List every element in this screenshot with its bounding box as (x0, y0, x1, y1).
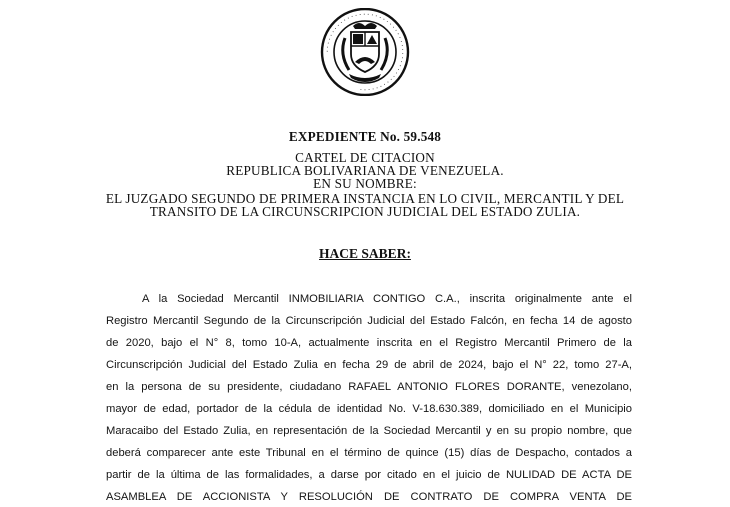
body-line: en la persona de su presidente, ciudadano RAFAEL ANTONIO FLORES DORANTE, venezolano, (106, 381, 632, 393)
en-su-nombre-line: EN SU NOMBRE: (313, 176, 417, 191)
body-line: Circunscripción Judicial del Estado Zulia en fecha 29 de abril de 2024, bajo el N° 22, tomo 27-A, (106, 359, 632, 371)
republica-line: REPUBLICA BOLIVARIANA DE VENEZUELA. (226, 163, 504, 178)
body-line: A la Sociedad Mercantil INMOBILIARIA CONTIGO C.A., inscrita originalmente ante el (142, 293, 632, 305)
body-line: deberá comparecer ante este Tribunal en el término de quince (15) días de Despacho, contados a (106, 447, 632, 459)
body-line: Registro Mercantil Segundo de la Circunscripción Judicial del Estado Falcón, en fecha 14 de agosto (106, 315, 632, 327)
coat-of-arms-seal-icon (319, 8, 411, 96)
body-line: mayor de edad, portador de la cédula de identidad No. V-18.630.389, domiciliado en el Municipio (106, 403, 632, 415)
cartel-title: CARTEL DE CITACION (295, 150, 435, 165)
hace-saber-heading: HACE SABER: (319, 246, 411, 261)
body-line: ASAMBLEA DE ACCIONISTA Y RESOLUCIÓN DE CONTRATO DE COMPRA VENTA DE (106, 491, 632, 503)
expediente-number: EXPEDIENTE No. 59.548 (288, 129, 442, 144)
juzgado-line-2: TRANSITO DE LA CIRCUNSCRIPCION JUDICIAL DEL ESTADO ZULIA. (149, 204, 581, 219)
body-line: de 2020, bajo el N° 8, tomo 10-A, actualmente inscrita en el Registro Mercantil Primero de la (106, 337, 632, 349)
body-line: partir de la última de las formalidades, a darse por citado en el juicio de NULIDAD DE ACTA DE (106, 469, 632, 481)
svg-text:· · · · · · · · · · · · · · ·: · · · · · · · · · · · · · · · · · · · · · · · · · · · · · · · · · · · · · · · · · · · · · (324, 11, 406, 93)
body-line: Maracaibo del Estado Zulia, en representación de la Sociedad Mercantil y en su propio nombre, que (106, 425, 632, 437)
juzgado-line-1: EL JUZGADO SEGUNDO DE PRIMERA INSTANCIA EN LO CIVIL, MERCANTIL Y DEL (105, 191, 625, 206)
